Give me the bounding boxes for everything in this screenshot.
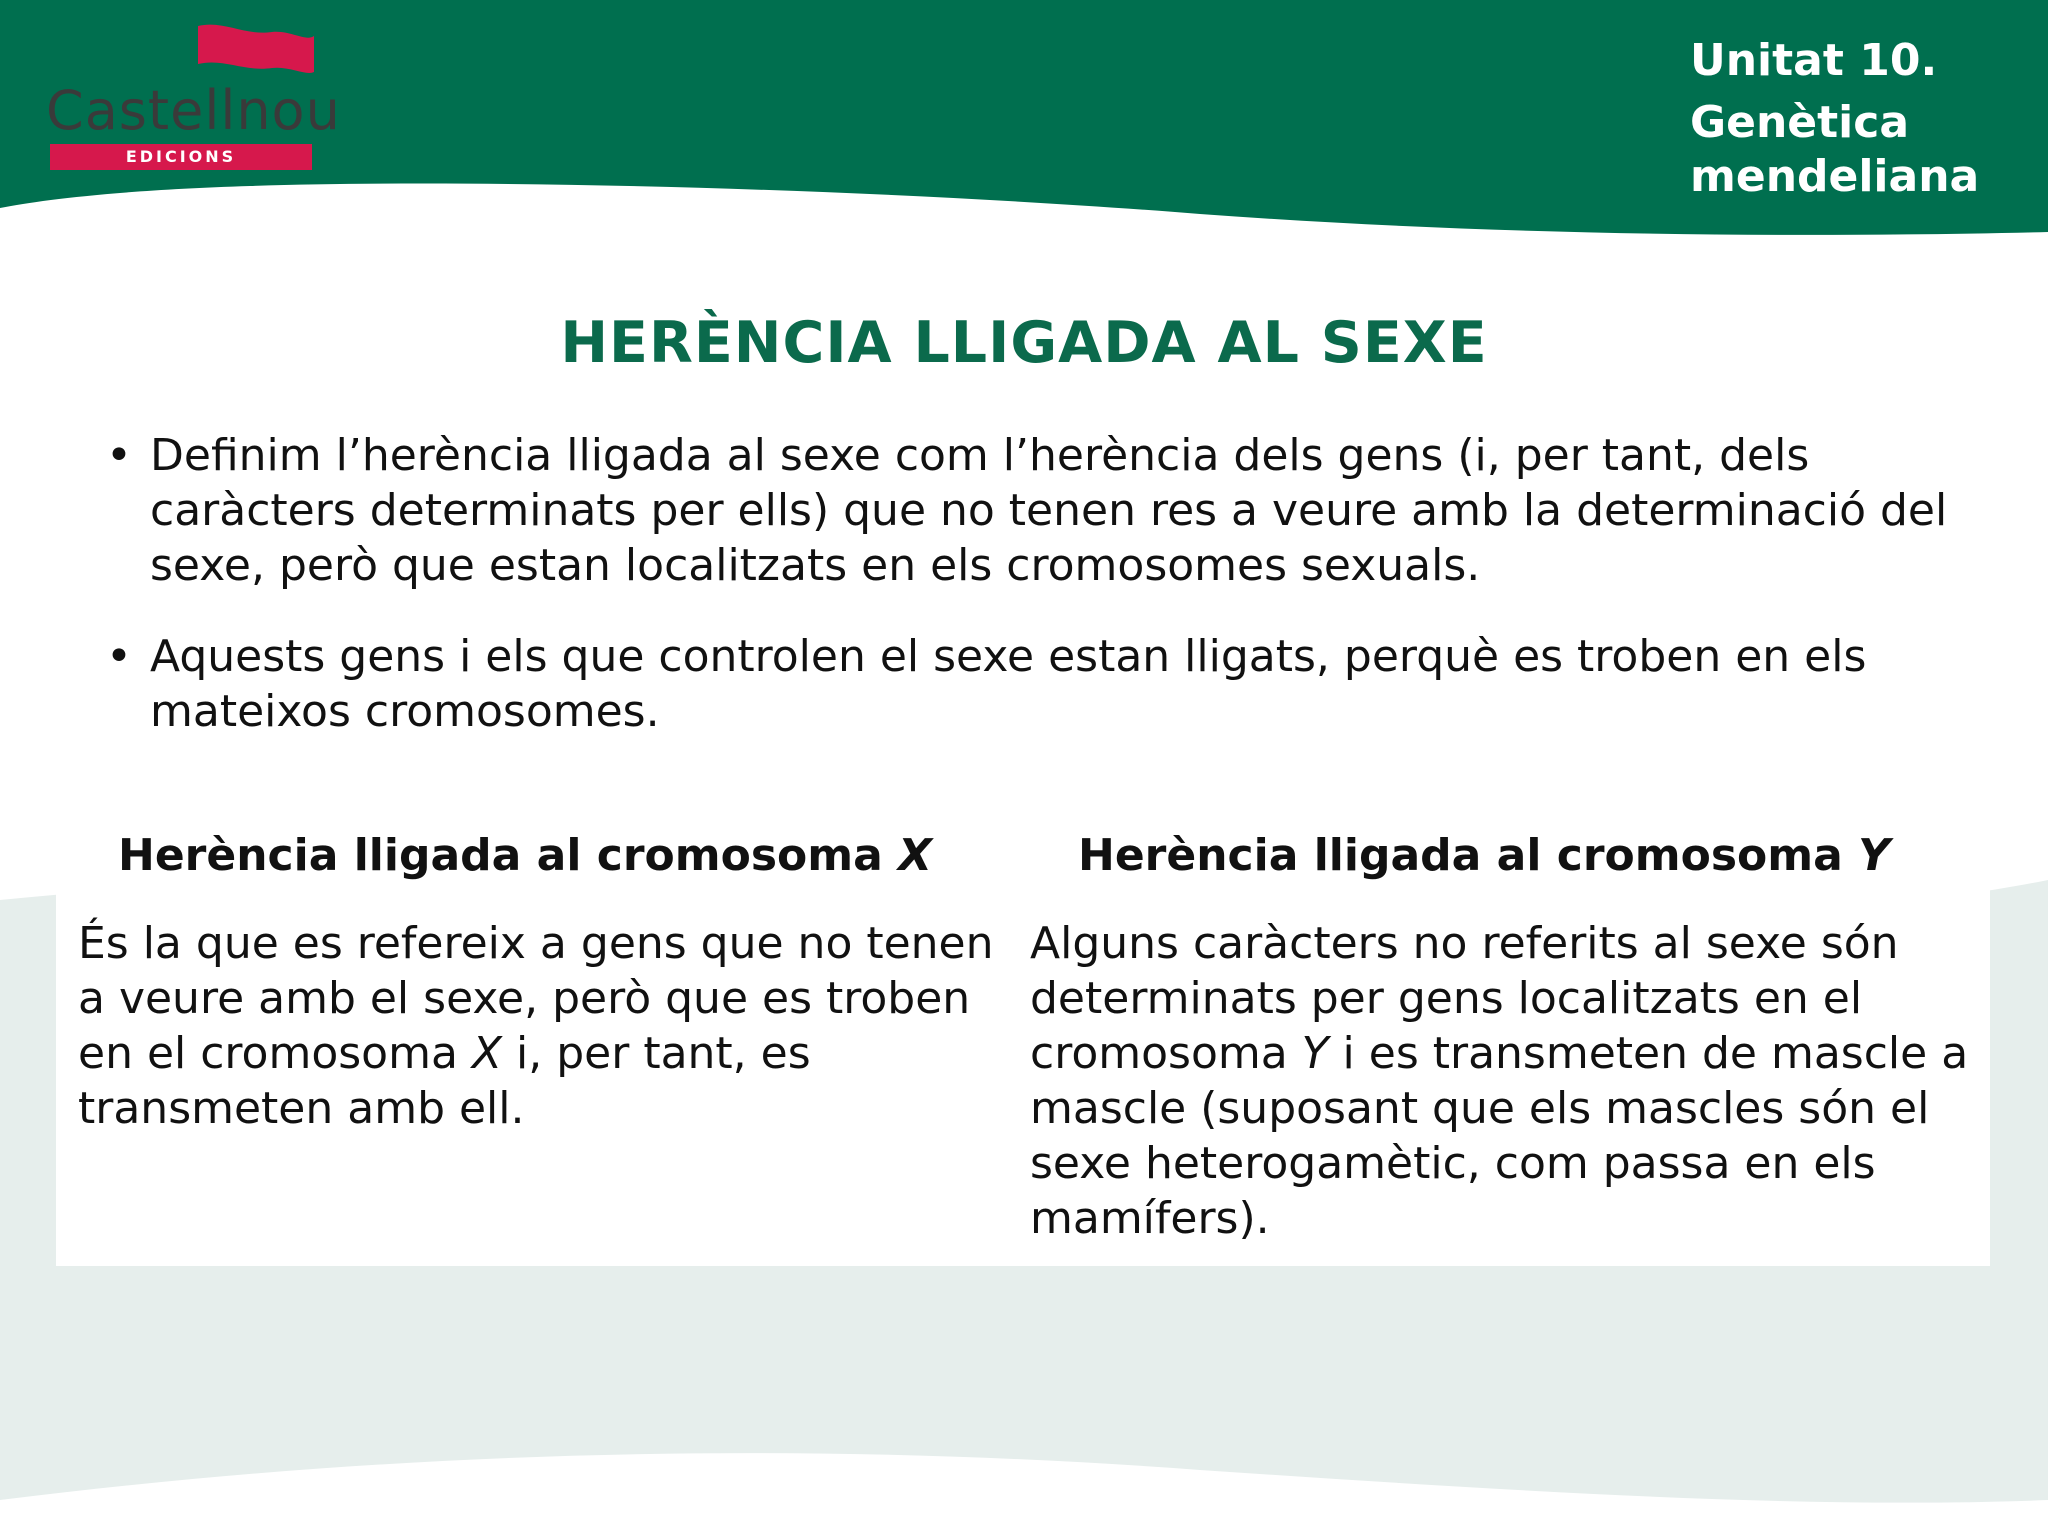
- bullet-icon: •: [106, 430, 132, 481]
- logo-subtext: EDICIONS: [50, 144, 312, 170]
- bullet-text: Aquests gens i els que controlen el sexe estan lligats, perquè es troben en els mateixos cromosomes.: [150, 631, 1867, 737]
- bullet-item: [104, 629, 1984, 739]
- logo-text: Castellnou: [46, 79, 341, 142]
- chromosome-letter: X: [898, 830, 933, 881]
- bullet-icon: •: [106, 631, 132, 682]
- unit-number: Unitat 10.: [1690, 35, 1938, 86]
- y-linked-description: Alguns caràcters no referits al sexe són determinats per gens localitzats en el cromosoma Y i es transmeten de mascle a mascle (suposant que els mascles són el sexe heterogamètic, com passa en els mamífers).: [1030, 918, 1969, 1244]
- y-linked-heading: Herència lligada al cromosoma Y: [1078, 830, 1890, 881]
- unit-heading: [1690, 34, 2030, 204]
- bullet-text: Definim l’herència lligada al sexe com l’herència dels gens (i, per tant, dels caràcters determinats per ells) que no tenen res a veure amb la determinació del sexe, però que estan localitzats en els cromosomes sexuals.: [150, 430, 1948, 591]
- chromosome-letter: X: [471, 1028, 503, 1079]
- publisher-logo: [44, 20, 341, 166]
- bullet-list: [104, 428, 1984, 775]
- x-linked-description: És la que es refereix a gens que no tenen a veure amb el sexe, però que es troben en el cromosoma X i, per tant, es transmeten amb ell.: [78, 918, 994, 1134]
- chromosome-letter: Y: [1858, 830, 1890, 881]
- slide-title: HERÈNCIA LLIGADA AL SEXE: [560, 310, 1488, 376]
- x-linked-heading: Herència lligada al cromosoma X: [118, 830, 933, 881]
- bullet-item: [104, 428, 1984, 593]
- chromosome-letter: Y: [1301, 1028, 1329, 1079]
- unit-name: Genètica mendeliana: [1690, 97, 1980, 202]
